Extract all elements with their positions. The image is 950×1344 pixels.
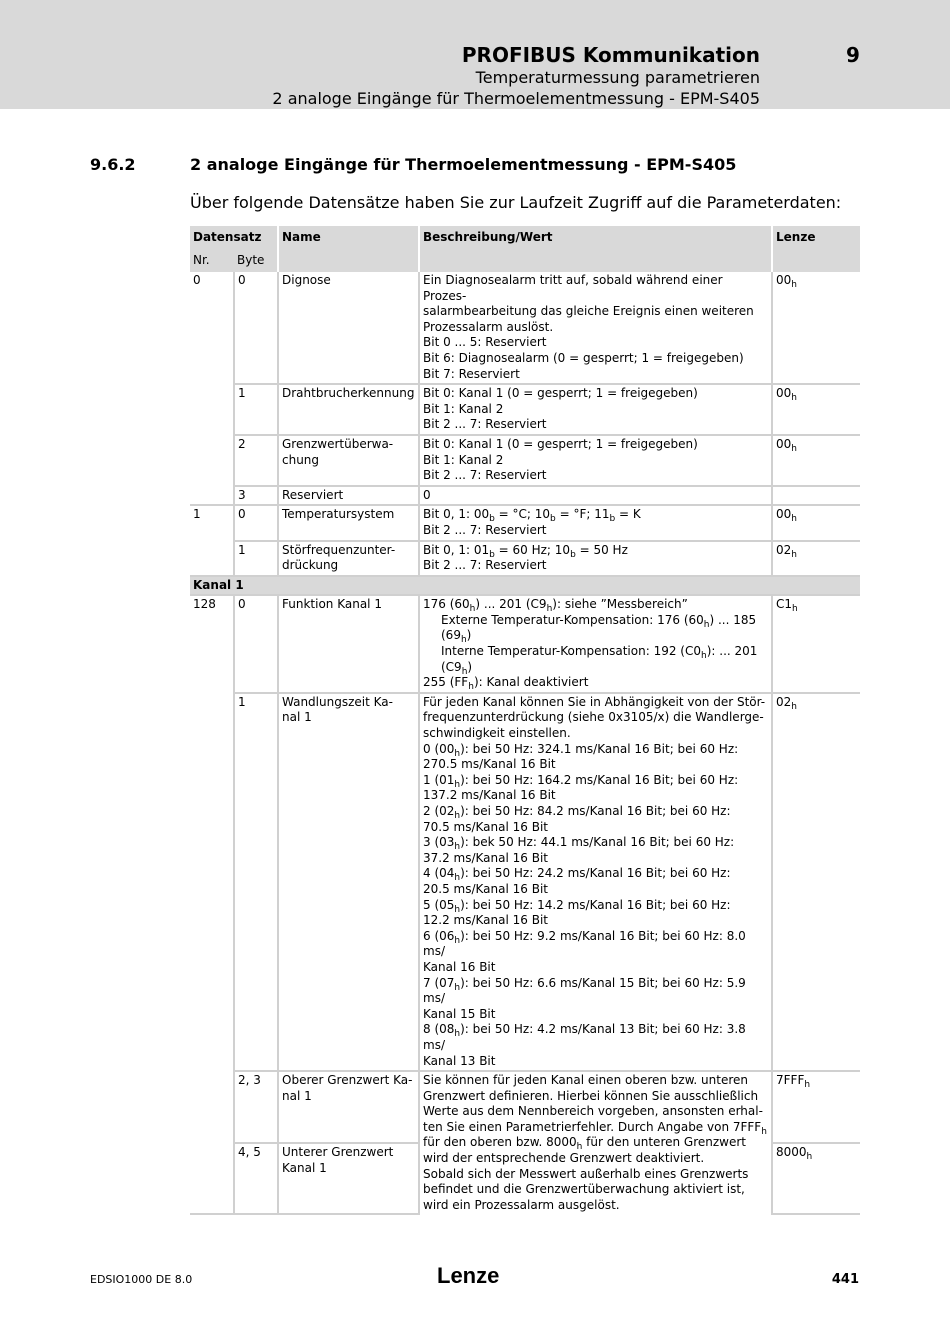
header-datensatz: Datensatz bbox=[190, 226, 278, 250]
page-number: 441 bbox=[831, 1272, 859, 1287]
header-byte: Byte bbox=[234, 250, 278, 272]
header-lenze: Lenze bbox=[772, 226, 860, 272]
table-row: 1 Störfrequenzunter- drückung Bit 0, 1: $01_b = 60$ Hz; $10_b = 50$ Hz Bit 2 ... 7: Reserviert $02_h$ bbox=[190, 541, 860, 576]
lenze-logo: Lenze bbox=[437, 1263, 500, 1288]
section-title: 2 analoge Eingänge für Thermoelementmessung - EPM-S405 bbox=[190, 155, 737, 174]
chapter-number: 9 bbox=[846, 43, 860, 67]
table-row: 2, 3 Oberer Grenzwert Ka- nal 1 Sie können für jeden Kanal einen oberen bzw. unteren Grenzwert definieren. Hierbei können Sie ausschließlich Werte aus dem Nennbereich vorgeben, ansonsten erhal- ten Sie einen Parametrierfehler. Durch Angabe von $7FFF_h$ für den oberen bzw. $8000_h$ für den unteren Grenzwert wird der entsprechende Grenzwert deaktiviert. Sobald sich der Messwert außerhalb eines Grenzwerts befindet und die Grenzwertüberwachung aktiviert ist, wird ein Prozessalarm ausgelöst. $7FFF_h$ bbox=[190, 1071, 860, 1143]
kanal-group-row: Kanal 1 bbox=[190, 576, 860, 596]
header-title: PROFIBUS Kommunikation bbox=[461, 43, 760, 67]
table-row: 4, 5 Unterer Grenzwert Kanal 1 $8000_h$ bbox=[190, 1143, 860, 1214]
table-row: 1 Drahtbrucherkennung Bit 0: Kanal 1 (0 = gesperrt; 1 = freigegeben) Bit 1: Kanal 2 Bit 2 ... 7: Reserviert $00_h$ bbox=[190, 384, 860, 435]
document-id: EDSIO1000 DE 8.0 bbox=[90, 1273, 193, 1286]
page-header bbox=[0, 0, 950, 109]
header-description: Beschreibung/Wert bbox=[419, 226, 772, 272]
table-row: 0 0 Dignose Ein Diagnosealarm tritt auf, sobald während einer Prozes- salarmbearbeitung das gleiche Ereignis einen weiteren Prozessalarm auslöst. Bit 0 ... 5: Reserviert Bit 6: Diagnosealarm (0 = gesperrt; 1 = freigegeben) Bit 7: Reserviert $00_h$ bbox=[190, 272, 860, 384]
table-row: 1 Wandlungszeit Ka- nal 1 Für jeden Kanal können Sie in Abhängigkeit von der Stör- frequenzunterdrückung (siehe 0x3105/x) die Wandlerge- schwindigkeit einstellen. 0 $(00_h)$: bei 50 Hz: 324.1 ms/Kanal 16 Bit; bei 60 Hz: 270.5 ms/Kanal 16 Bit 1 $(01_h)$: bei 50 Hz: 164.2 ms/Kanal 16 Bit; bei 60 Hz: 137.2 ms/Kanal 16 Bit 2 $(02_h)$: bei 50 Hz: 84.2 ms/Kanal 16 Bit; bei 60 Hz: 70.5 ms/Kanal 16 Bit 3 $(03_h)$: bek 50 Hz: 44.1 ms/Kanal 16 Bit; bei 60 Hz: 37.2 ms/Kanal 16 Bit 4 $(04_h)$: bei 50 Hz: 24.2 ms/Kanal 16 Bit; bei 60 Hz: 20.5 ms/Kanal 16 Bit 5 $(05_h)$: bei 50 Hz: 14.2 ms/Kanal 16 Bit; bei 60 Hz: 12.2 ms/Kanal 16 Bit 6 $(06_h)$: bei 50 Hz: 9.2 ms/Kanal 16 Bit; bei 60 Hz: 8.0 ms/ Kanal 16 Bit 7 $(07_h)$: bei 50 Hz: 6.6 ms/Kanal 15 Bit; bei 60 Hz: 5.9 ms/ Kanal 15 Bit 8 $(08_h)$: bei 50 Hz: 4.2 ms/Kanal 13 Bit; bei 60 Hz: 3.8 ms/ Kanal 13 Bit $02_h$ bbox=[190, 693, 860, 1071]
table-row: 128 0 Funktion Kanal 1 176 $(60_h)$ ... 201 $(C9_h)$: siehe ”Messbereich” Externe Temperatur-Kompensation: 176 $(60_h)$ ... 185 $(69_h)$ Interne Temperatur-Kompensation: 192 $(C0_h)$: ... 201 $(C9_h)$ 255 $(FF_h)$: Kanal deaktiviert $C1_h$ bbox=[190, 595, 860, 693]
header-nr: Nr. bbox=[190, 250, 234, 272]
header-subtitle-2: 2 analoge Eingänge für Thermoelementmessung - EPM-S405 bbox=[272, 89, 760, 108]
table-row: 3 Reserviert 0 bbox=[190, 486, 860, 506]
header-name: Name bbox=[278, 226, 419, 272]
section-number: 9.6.2 bbox=[90, 155, 136, 174]
intro-text: Über folgende Datensätze haben Sie zur Laufzeit Zugriff auf die Parameterdaten: bbox=[190, 193, 842, 212]
table-row: 1 0 Temperatursystem Bit 0, 1: $00_b = ^\circ C$; $10_b = ^\circ F$; $11_b = K$ Bit 2 ... 7: Reserviert $00_h$ bbox=[190, 505, 860, 540]
table-row: 2 Grenzwertüberwa- chung Bit 0: Kanal 1 (0 = gesperrt; 1 = freigegeben) Bit 1: Kanal 2 Bit 2 ... 7: Reserviert $00_h$ bbox=[190, 435, 860, 486]
parameter-table bbox=[190, 226, 860, 1215]
header-subtitle-1: Temperaturmessung parametrieren bbox=[475, 68, 760, 87]
